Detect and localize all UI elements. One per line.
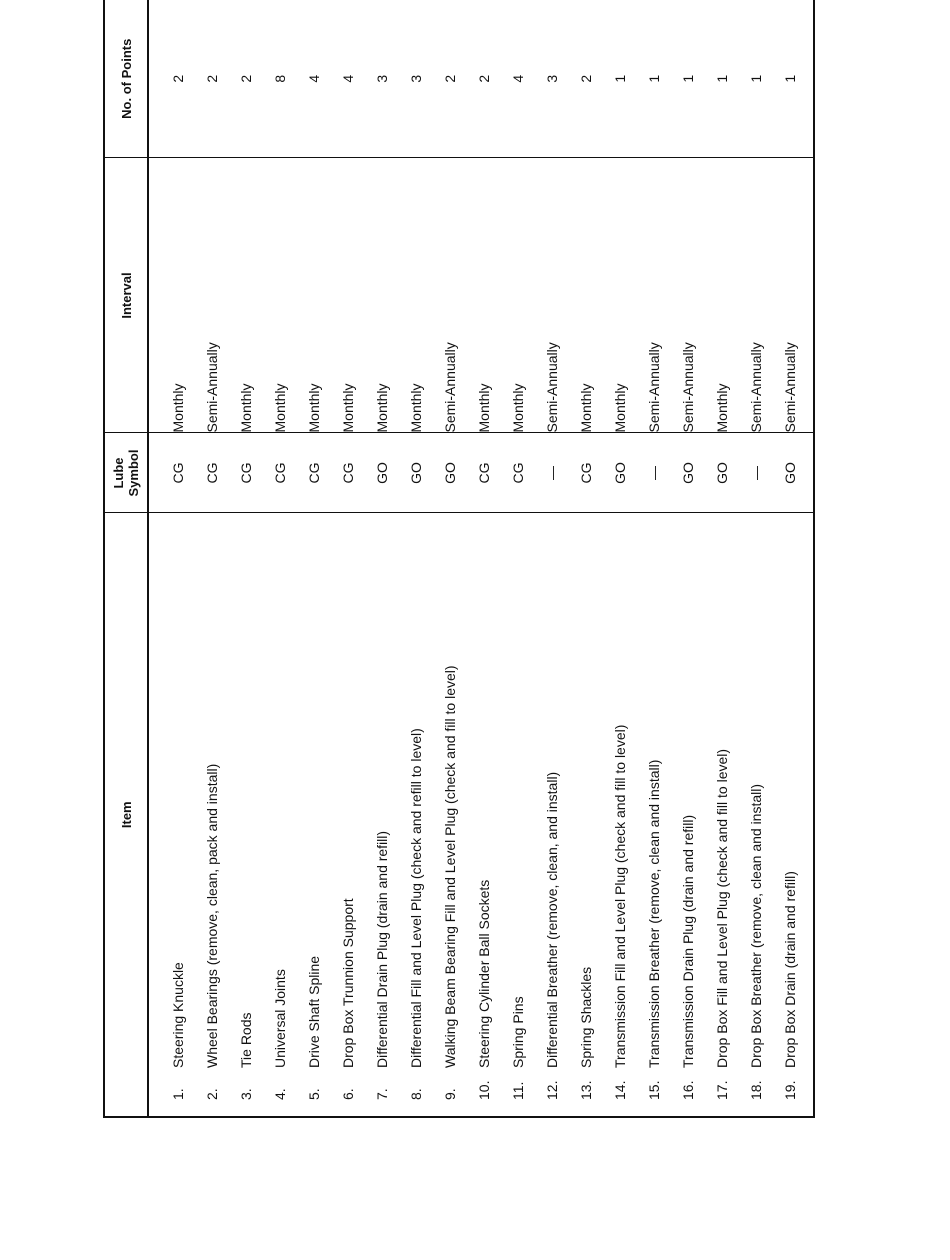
points-cell: 2 (467, 0, 501, 158)
interval-cell: Monthly (161, 158, 195, 433)
interval-cell: Monthly (467, 158, 501, 433)
item-label: Differential Drain Plug (drain and refill) (374, 830, 390, 1068)
table-row (637, 0, 671, 1117)
points-cell: 1 (705, 0, 739, 158)
points-cell: 1 (637, 0, 671, 158)
item-label: Drive Shaft Spline (306, 955, 322, 1068)
item-number: 8. (408, 1088, 424, 1100)
item-number: 7. (374, 1088, 390, 1100)
table-header-row (104, 0, 148, 1117)
table-row (671, 0, 705, 1117)
lube-symbol-cell: GO (399, 433, 433, 513)
lube-symbol-cell: CG (161, 433, 195, 513)
interval-cell: Monthly (297, 158, 331, 433)
item-number: 1. (170, 1088, 186, 1100)
points-cell: 2 (433, 0, 467, 158)
interval-cell: Monthly (229, 158, 263, 433)
interval-cell: Semi-Annually (535, 158, 569, 433)
item-number: 12. (544, 1080, 560, 1100)
interval-cell: Semi-Annually (773, 158, 807, 433)
lube-symbol-cell: CG (501, 433, 535, 513)
lubrication-table (103, 0, 815, 1118)
lubrication-table-frame (103, 0, 815, 1118)
lube-symbol-cell: — (535, 433, 569, 513)
item-label: Tie Rods (238, 1012, 254, 1068)
table-row (739, 0, 773, 1117)
lube-symbol-cell: GO (705, 433, 739, 513)
item-label: Transmission Breather (remove, clean and install) (646, 759, 662, 1068)
table-row (365, 0, 399, 1117)
item-cell (535, 513, 569, 1117)
item-number: 3. (238, 1088, 254, 1100)
item-number: 13. (578, 1080, 594, 1100)
table-row (297, 0, 331, 1117)
lube-symbol-cell: — (739, 433, 773, 513)
table-spacer-row (148, 0, 161, 1117)
item-label: Drop Box Breather (remove, clean and install) (748, 783, 764, 1068)
item-number: 2. (204, 1088, 220, 1100)
item-cell (467, 513, 501, 1117)
item-cell (297, 513, 331, 1117)
lube-symbol-cell: GO (433, 433, 467, 513)
table-row (467, 0, 501, 1117)
table-row (433, 0, 467, 1117)
item-cell (603, 513, 637, 1117)
item-label: Spring Shackles (578, 966, 594, 1068)
interval-cell: Semi-Annually (739, 158, 773, 433)
points-cell: 4 (297, 0, 331, 158)
interval-cell: Monthly (569, 158, 603, 433)
item-number: 16. (680, 1080, 696, 1100)
lube-symbol-cell: GO (773, 433, 807, 513)
table-row (161, 0, 195, 1117)
item-cell (501, 513, 535, 1117)
item-number: 6. (340, 1088, 356, 1100)
item-cell (739, 513, 773, 1117)
item-label: Steering Cylinder Ball Sockets (476, 879, 492, 1068)
item-number: 14. (612, 1080, 628, 1100)
table-row (229, 0, 263, 1117)
table-row (501, 0, 535, 1117)
item-number: 18. (748, 1080, 764, 1100)
item-cell (195, 513, 229, 1117)
item-label: Transmission Fill and Level Plug (check and fill to level) (612, 724, 628, 1068)
table-row (331, 0, 365, 1117)
item-label: Drop Box Trunnion Support (340, 898, 356, 1068)
item-number: 5. (306, 1088, 322, 1100)
interval-cell: Semi-Annually (433, 158, 467, 433)
points-cell: 2 (569, 0, 603, 158)
item-cell (569, 513, 603, 1117)
item-cell (637, 513, 671, 1117)
interval-cell: Monthly (331, 158, 365, 433)
table-row (263, 0, 297, 1117)
lube-symbol-cell: CG (331, 433, 365, 513)
table-row (535, 0, 569, 1117)
item-cell (365, 513, 399, 1117)
interval-cell: Semi-Annually (637, 158, 671, 433)
lube-symbol-cell: CG (229, 433, 263, 513)
points-cell: 3 (365, 0, 399, 158)
item-cell (705, 513, 739, 1117)
lube-symbol-cell: CG (195, 433, 229, 513)
table-filler-row (807, 0, 814, 1117)
points-cell: 2 (161, 0, 195, 158)
item-number: 17. (714, 1080, 730, 1100)
lube-symbol-column-header: Lube Symbol (104, 433, 148, 513)
item-label: Spring Pins (510, 996, 526, 1068)
table-row (603, 0, 637, 1117)
lube-symbol-cell: GO (671, 433, 705, 513)
lube-symbol-cell: GO (365, 433, 399, 513)
item-label: Drop Box Drain (drain and refill) (782, 871, 798, 1068)
lube-symbol-cell: CG (569, 433, 603, 513)
points-cell: 4 (501, 0, 535, 158)
points-cell: 1 (773, 0, 807, 158)
interval-cell: Monthly (263, 158, 297, 433)
interval-cell: Monthly (603, 158, 637, 433)
item-cell (433, 513, 467, 1117)
points-cell: 1 (739, 0, 773, 158)
points-cell: 4 (331, 0, 365, 158)
item-column-header: Item (104, 513, 148, 1117)
item-label: Transmission Drain Plug (drain and refill) (680, 814, 696, 1068)
interval-cell: Semi-Annually (671, 158, 705, 433)
points-cell: 2 (229, 0, 263, 158)
table-row (705, 0, 739, 1117)
item-number: 10. (476, 1080, 492, 1100)
item-cell (263, 513, 297, 1117)
lube-symbol-cell: CG (467, 433, 501, 513)
lube-symbol-cell: — (637, 433, 671, 513)
item-cell (671, 513, 705, 1117)
interval-cell: Semi-Annually (195, 158, 229, 433)
item-number: 4. (272, 1088, 288, 1100)
points-cell: 2 (195, 0, 229, 158)
item-cell (399, 513, 433, 1117)
item-label: Differential Breather (remove, clean, and install) (544, 771, 560, 1068)
lube-symbol-cell: CG (263, 433, 297, 513)
interval-cell: Monthly (501, 158, 535, 433)
item-label: Walking Beam Bearing Fill and Level Plug (check and fill to level) (442, 665, 458, 1068)
item-cell (229, 513, 263, 1117)
points-column-header: No. of Points (104, 0, 148, 158)
lube-symbol-cell: CG (297, 433, 331, 513)
table-row (569, 0, 603, 1117)
points-cell: 3 (399, 0, 433, 158)
item-label: Universal Joints (272, 969, 288, 1068)
item-label: Differential Fill and Level Plug (check and refill to level) (408, 728, 424, 1068)
points-cell: 1 (671, 0, 705, 158)
points-cell: 1 (603, 0, 637, 158)
item-cell (161, 513, 195, 1117)
interval-cell: Monthly (705, 158, 739, 433)
item-cell (773, 513, 807, 1117)
item-label: Steering Knuckle (170, 962, 186, 1068)
item-number: 15. (646, 1080, 662, 1100)
table-row (195, 0, 229, 1117)
item-label: Drop Box Fill and Level Plug (check and fill to level) (714, 748, 730, 1068)
table-row (773, 0, 807, 1117)
item-number: 19. (782, 1080, 798, 1100)
interval-cell: Monthly (399, 158, 433, 433)
item-label: Wheel Bearings (remove, clean, pack and install) (204, 763, 220, 1068)
item-cell (331, 513, 365, 1117)
table-row (399, 0, 433, 1117)
interval-cell: Monthly (365, 158, 399, 433)
interval-column-header: Interval (104, 158, 148, 433)
lube-symbol-cell: GO (603, 433, 637, 513)
item-number: 9. (442, 1088, 458, 1100)
points-cell: 8 (263, 0, 297, 158)
points-cell: 3 (535, 0, 569, 158)
item-number: 11. (510, 1081, 526, 1100)
